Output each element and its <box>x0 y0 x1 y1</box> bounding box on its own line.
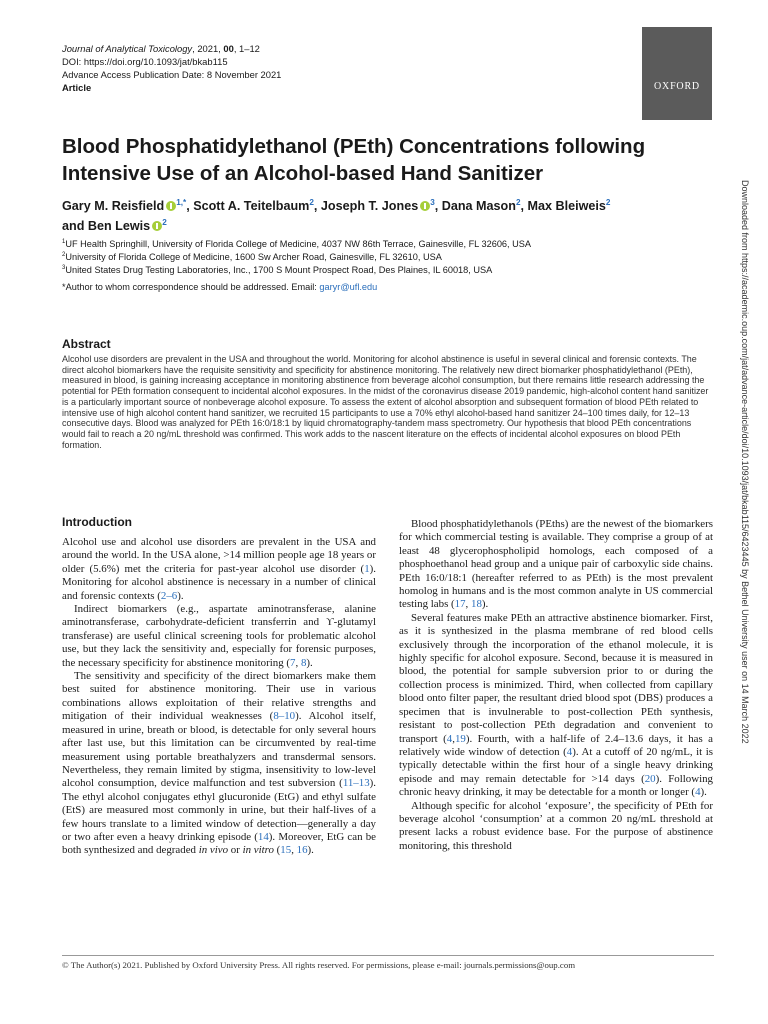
author-name[interactable]: Scott A. Teitelbaum <box>193 199 310 213</box>
citation-link[interactable]: 8–10 <box>273 710 296 723</box>
paragraph <box>62 536 376 603</box>
citation-link[interactable]: 2–6 <box>160 589 178 602</box>
citation-link[interactable]: 14 <box>257 830 269 843</box>
doi-line[interactable]: DOI: https://doi.org/10.1093/jat/bkab115 <box>62 56 228 67</box>
citation-link[interactable]: 7 <box>290 656 296 669</box>
text-run: ). At a cutoff of 20 ng/mL, it is typically detectable within the first hour of a single heavy drinking episode and may remain detectable for >14 days ( <box>399 745 713 785</box>
author-name[interactable]: Gary M. Reisfield <box>62 199 165 213</box>
affiliation-text: UF Health Springhill, University of Florida College of Medicine, 4037 NW 86th Terrace, Gainesville, FL 32606, USA <box>65 239 532 249</box>
citation-link[interactable]: 4 <box>566 745 573 758</box>
text-run: ). <box>177 589 184 602</box>
journal-name: Journal of Analytical Toxicology <box>62 43 193 54</box>
text-run: in vivo <box>198 844 229 857</box>
text-run: Indirect biomarkers (e.g., aspartate aminotransferase, alanine aminotransferase, carbohydrate-deficient transferrin and ϒ-glutamyl transferase) are useful clinical screening tools for problematic alcohol use, but they lack the sensitivity and, especially for forensic purposes, the necessary specificity for abstinence monitoring ( <box>62 603 376 669</box>
affiliation-item <box>62 251 722 264</box>
citation-link[interactable]: 16 <box>296 844 308 857</box>
author-affiliation-mark[interactable]: 3 <box>430 197 435 207</box>
text-run: ). Following chronic heavy drinking, it may be detectable for a month or longer ( <box>399 772 714 799</box>
body-column-right <box>399 518 713 853</box>
citation-link[interactable]: 15 <box>280 844 292 857</box>
text-run: ). Fourth, with a half-life of 2.4–13.6 days, it has a relatively wide window of detection ( <box>399 732 714 758</box>
citation-line <box>62 42 281 55</box>
affiliation-text: University of Florida College of Medicine, 1600 Sw Archer Road, Gainesville, FL 32610, USA <box>65 252 442 262</box>
paper-title: Blood Phosphatidylethanol (PEth) Concentrations following Intensive Use of an Alcohol-based Hand Sanitizer <box>62 135 646 185</box>
citation-link[interactable]: 19 <box>454 732 466 745</box>
text-run: ( <box>273 844 281 857</box>
footer-divider <box>62 955 714 956</box>
text-run: Although specific for alcohol ‘exposure’, the specificity of PEth for beverage alcohol ‘consumption’ at a common 20 ng/mL threshold at present lacks a robust evidence base. For the purpose of abstinence monitoring, this threshold <box>399 799 713 852</box>
citation-link[interactable]: 4 <box>446 732 453 745</box>
orcid-icon[interactable] <box>152 221 162 231</box>
citation-link[interactable]: 11–13 <box>342 777 370 790</box>
paragraph <box>399 518 713 612</box>
text-run: ). Moreover, EtG can be both synthesized and degraded <box>62 830 376 857</box>
affiliations <box>62 238 722 277</box>
author-affiliation-mark[interactable]: 2 <box>162 217 167 227</box>
abstract-text: Alcohol use disorders are prevalent in the USA and throughout the world. Monitoring for alcohol abstinence is useful in several clinical and forensic contexts. The direct alcohol biomarkers have the requisite sensitivity and specificity for abstinence monitoring. The relatively new direct biomarker phosphatidylethanol (PEth), measured in blood, is gaining increasing acceptance in monitoring abstinence from beverage alcohol consumption, but there remains little research addressing the potential for PEth formation consequent to incidental alcohol exposures. In the midst of the coronavirus disease 2019 pandemic, high-alcohol content hand sanitizer is a particularly important source of nonbeverage alcohol exposure. To assess the extent of alcohol absorption and subsequent formation of blood PEth related to intensive use of high alcohol content hand sanitizer, we recruited 15 participants to use a 70% ethyl alcohol-based hand sanitizer 24–100 times daily, for 12–13 consecutive days. Blood was analyzed for PEth 16:0/18:1 by liquid chromatography-tandem mass spectrometry. Our hypothesis that blood PEth concentrations would fail to reach a 20 ng/mL threshold was confirmed. This work adds to the nascent literature on the effects of incidental alcohol exposures on blood PEth formation. <box>62 354 709 450</box>
affiliation-number: 2 <box>62 251 66 258</box>
author-affiliation-mark[interactable]: 2 <box>515 197 521 207</box>
paragraph <box>399 612 713 800</box>
citation-link[interactable]: 18 <box>471 598 482 611</box>
body-column-left <box>62 536 376 858</box>
text-run: , <box>465 598 471 611</box>
citation-link[interactable]: 8 <box>300 656 307 669</box>
author-list: Gary M. Reisfield $^{1,*}$, Scott A. Teitelbaum$^2$, Joseph T. Jones $^3$, Dana Mason$^2$, Max Bleiweis$^2$ and Ben Lewis $^2$ <box>62 197 611 233</box>
citation-link[interactable]: 17 <box>454 598 466 611</box>
text-run: ). <box>306 656 313 669</box>
author-affiliation-mark[interactable]: 1,* <box>176 197 187 207</box>
affiliation-item <box>62 238 722 251</box>
affiliation-number: 1 <box>62 238 66 245</box>
oxford-logo <box>642 27 712 120</box>
citation-volume: 00 <box>223 43 234 54</box>
text-run: ). <box>481 598 489 611</box>
citation-link[interactable]: 4 <box>695 786 701 799</box>
text-run: , <box>295 656 301 669</box>
author-name[interactable]: Ben Lewis <box>87 219 151 233</box>
journal-header <box>62 42 281 94</box>
text-run: ). Monitoring for alcohol abstinence is necessary in a number of clinical and forensic contexts ( <box>62 562 376 602</box>
text-run: The sensitivity and specificity of the direct biomarkers make them best suited for abstinence monitoring. Their use in various combinations allows exploitation of their relative strengths and mitigation of their individual weaknesses ( <box>62 670 376 723</box>
text-run: Blood phosphatidylethanols (PEths) are the newest of the biomarkers for which commercial testing is available. They comprise a group of at least 48 glycerophospholipid homologs, each composed of a phosphoethanol head group and a unique pair of carboxylic side chains. PEth 16:0/18:1 (hereafter referred to as PEth) is the most prevalent homolog in humans and is the most common analyte in US commercial testing labs ( <box>399 518 713 611</box>
abstract-heading: Abstract <box>62 337 111 351</box>
correspondence-email[interactable]: garyr@ufl.edu <box>319 282 378 292</box>
text-run: Alcohol use and alcohol use disorders are prevalent in the USA and around the world. In the USA alone, >14 million people age 18 years or older (5.6%) met the criteria for past-year alcohol use disorder ( <box>62 536 376 575</box>
author-name[interactable]: Dana Mason <box>441 199 516 213</box>
orcid-icon[interactable] <box>420 201 430 211</box>
text-run: ). <box>307 844 314 857</box>
text-run: ). The ethyl alcohol conjugates ethyl glucuronide (EtG) and ethyl sulfate (EtS) are measured most commonly in urine, but their half-lives of a few hours translate to a limited window of detection—generally a day or two after even a heavy drinking episode ( <box>62 777 376 843</box>
author-affiliation-mark[interactable]: 2 <box>605 197 611 207</box>
paragraph <box>399 800 713 854</box>
text-run: or <box>228 844 243 857</box>
download-watermark: Downloaded from https://academic.oup.com/jat/advance-article/doi/10.1093/jat/bkab115/6423445 by Bethel University user on 14 March 2022 <box>740 180 750 744</box>
citation-link[interactable]: 1 <box>364 562 370 575</box>
text-run: ). <box>700 786 707 799</box>
paragraph <box>62 670 376 858</box>
affiliation-item <box>62 264 722 277</box>
introduction-heading: Introduction <box>62 515 132 529</box>
text-run: ). Alcohol itself, measured in urine, breath or blood, is detectable for only several hours after last use, but this limitation can be circumvented by real-time measurement using portable breathalyzers and transdermal sensors. Nevertheless, they remain limited by stigma, insensitivity to low-level alcohol consumption, device malfunction and test subversion ( <box>62 710 376 790</box>
text-run: Several features make PEth an attractive abstinence biomarker. First, as it is synthesized in the plasma membrane of red blood cells exclusively through the incorporation of the ethanol molecule, it is highly specific for alcohol exposure. Second, because it is measured in blood, the potential for sample subversion prior to or during the collection process is minimized. Third, when collected from capillary blood onto filter paper, the resultant dried blood spot (DBS) produces a specimen that is invulnerable to post-collection PEth synthesis, resistant to post-collection PEth degradation and convenient to transport ( <box>399 611 713 745</box>
article-type: Article <box>62 82 92 93</box>
paragraph <box>62 603 376 670</box>
affiliation-number: 3 <box>62 264 66 271</box>
copyright-footer: © The Author(s) 2021. Published by Oxford University Press. All rights reserved. For permissions, please e-mail: journals.permissions@oup.com <box>62 960 576 970</box>
author-name[interactable]: Max Bleiweis <box>527 199 606 213</box>
correspondence-label: *Author to whom correspondence should be addressed. Email: <box>62 282 320 292</box>
access-date: Advance Access Publication Date: 8 November 2021 <box>62 69 282 80</box>
author-name[interactable]: Joseph T. Jones <box>320 199 419 213</box>
correspondence-note <box>62 281 377 294</box>
text-run: , <box>291 844 297 857</box>
text-run: in vitro <box>242 844 274 857</box>
affiliation-text: United States Drug Testing Laboratories, Inc., 1700 S Mount Prospect Road, Des Plaines, IL 60018, USA <box>65 265 493 275</box>
citation-pages: , 1–12 <box>233 43 260 54</box>
orcid-icon[interactable] <box>166 201 176 211</box>
citation-link[interactable]: 20 <box>644 772 656 785</box>
author-affiliation-mark[interactable]: 2 <box>309 197 314 207</box>
oxford-logo-text: OXFORD <box>654 81 700 92</box>
citation-year: , 2021, <box>192 43 224 54</box>
text-run: , <box>452 732 455 745</box>
author-and: and <box>62 219 88 233</box>
